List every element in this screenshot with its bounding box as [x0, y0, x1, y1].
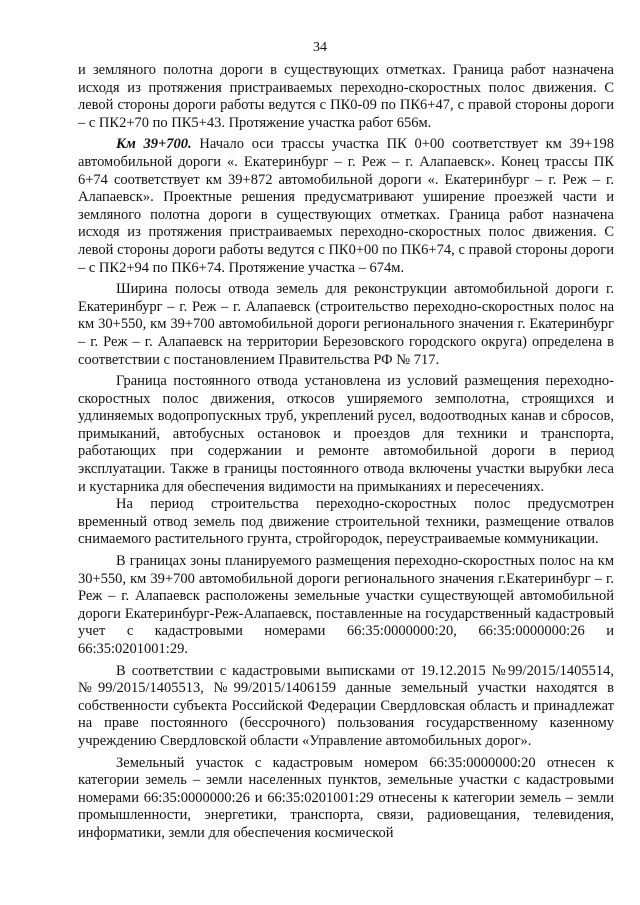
- paragraph-km-39-700: [78, 136, 614, 277]
- paragraph-temporary-allotment: На период строительства переходно-скоростных полос предусмотрен временный отвод земель под движение строительной техники, размещение отвалов снимаемого растительного грунта, стройгородок, переустраиваемые коммуникации.: [78, 496, 614, 548]
- paragraph-land-category: Земельный участок с кадастровым номером 66:35:0000000:20 отнесен к категории земель – земли населенных пунктов, земельные участки с кадастровыми номерами 66:35:0000000:26 и 66:35:0201001:29 отнесены к категории земель – земли промышленности, энергетики, транспорта, связи, радиовещания, телевидения, информатики, земли для обеспечения космической: [78, 754, 614, 841]
- body-text: [78, 62, 614, 843]
- paragraph-right-of-way-width: Ширина полосы отвода земель для реконструкции автомобильной дороги г. Екатеринбург – г. Реж – г. Алапаевск (строительство переходно-скоростных полос на км 30+550, км 39+700 автомобильной дороги регионального значения г. Екатеринбург – г. Реж – г. Алапаевск на территории Березовского городского округа) определена в соответствии с постановлением Правительства РФ № 717.: [78, 281, 614, 368]
- paragraph-lead-km-39-700: Км 39+700.: [116, 136, 192, 153]
- paragraph-land-plots: В границах зоны планируемого размещения переходно-скоростных полос на км 30+550, км 39+700 автомобильной дороги регионального значения г.Екатеринбург – г. Реж – г. Алапаевск расположены земельные участки существующей автомобильной дороги Екатеринбург-Реж-Алапаевск, поставленные на государственный кадастровый учет с кадастровыми номерами 66:35:0000000:20, 66:35:0000000:26 и 66:35:0201001:29.: [78, 553, 614, 657]
- paragraph-continuation: и земляного полотна дороги в существующих отметках. Граница работ назначена исходя из протяжения пристраиваемых переходно-скоростных полос движения. С левой стороны дороги работы ведутся с ПК0-09 по ПК6+47, с правой стороны дороги – с ПК2+70 по ПК5+43. Протяжение участка работ 656м.: [78, 62, 614, 131]
- paragraph-km-39-700-text: Начало оси трассы участка ПК 0+00 соответствует км 39+198 автомобильной дороги «. Екатеринбург – г. Реж – г. Алапаевск». Конец трассы ПК 6+74 соответствует км 39+872 автомобильной дороги «. Екатеринбург – г. Реж – г. Алапаевск». Проектные решения предусматривают уширение проезжей части и земляного полотна дороги в существующих отметках. Граница работ назначена исходя из протяжения пристраиваемых переходно-скоростных полос движения. С левой стороны дороги работы ведутся с ПК0+00 по ПК6+74, с правой стороны дороги – с ПК2+94 по ПК6+74. Протяжение участка – 674м.: [78, 136, 615, 276]
- page-number: 34: [313, 40, 327, 55]
- paragraph-permanent-allotment: Граница постоянного отвода установлена из условий размещения переходно-скоростных полос движения, откосов уширяемого земполотна, строящихся и удлиняемых водопропускных труб, укреплений русел, водоотводных канав и сбросов, примыканий, автобусных остановок и проездов для техники и транспорта, работающих при содержании и ремонте автомобильной дороги в период эксплуатации. Также в границы постоянного отвода включены участки вырубки леса и кустарника для обеспечения видимости на примыканиях и пересечениях.: [78, 373, 614, 495]
- paragraph-cadastral-extracts: В соответствии с кадастровыми выписками от 19.12.2015 №99/2015/1405514, №99/2015/1405513, №99/2015/1406159 данные земельный участки находятся в собственности субъекта Российской Федерации Свердловская область и принадлежат на праве постоянного (бессрочного) пользования государственному казенному учреждению Свердловской области «Управление автомобильных дорог».: [78, 662, 614, 749]
